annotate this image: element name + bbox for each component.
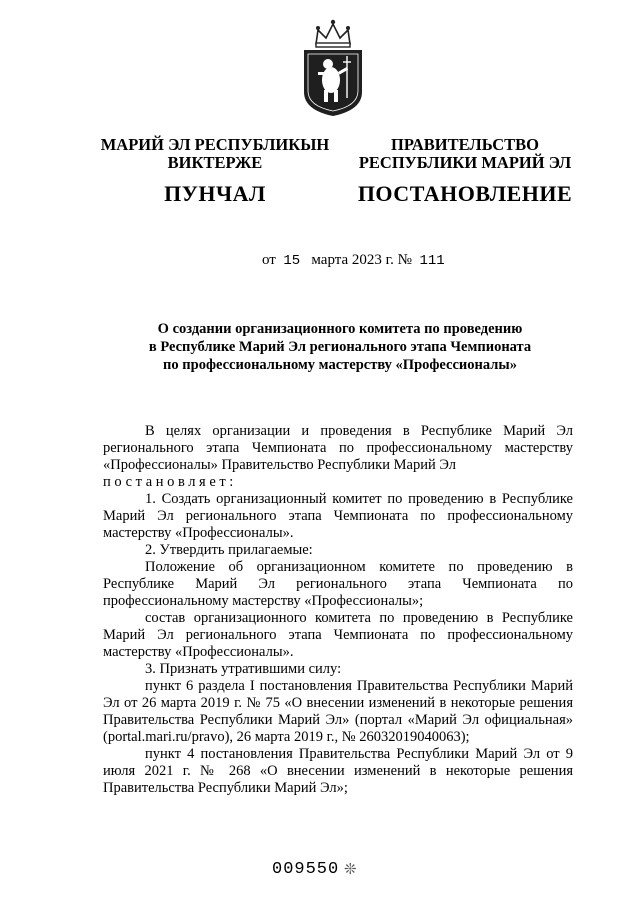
title-line: по профессиональному мастерству «Профессионалы»: [163, 357, 517, 373]
date-day: 15: [283, 253, 301, 269]
title-line: О создании организационного комитета по проведению: [157, 321, 523, 337]
item-1: 1. Создать организационный комитет по проведению в Республике Марий Эл регионального этапа Чемпионата по профессиональному мастерству «Профессионалы».: [103, 491, 573, 541]
document-date-line: [262, 252, 445, 269]
item-2-composition: состав организационного комитета по проведению в Республике Марий Эл регионального этапа Чемпионата по профессиональному мастерству «Профессионалы».: [103, 610, 573, 660]
item-2: 2. Утвердить прилагаемые:: [145, 542, 313, 558]
resolution-word: постановляет:: [103, 474, 237, 490]
document-title: [70, 320, 610, 374]
serial-number: 009550: [272, 860, 340, 879]
republic-coat-of-arms-icon: [298, 10, 368, 118]
header-right-line2: РЕСПУБЛИКИ МАРИЙ ЭЛ: [358, 153, 572, 172]
document-number: 111: [419, 253, 445, 269]
date-prefix: от: [262, 252, 276, 268]
header-left-doc-type: ПУНЧАЛ: [164, 181, 266, 206]
date-month-year: марта 2023 г. №: [311, 252, 412, 268]
preamble-paragraph: В целях организации и проведения в Республике Марий Эл регионального этапа Чемпионата по профессиональному мастерству «Профессионалы» Правительство Республики Марий Эл: [103, 423, 573, 473]
item-3: 3. Признать утратившими силу:: [145, 661, 342, 677]
crown-icon: [316, 20, 350, 47]
title-line: в Республике Марий Эл регионального этапа Чемпионата: [148, 339, 532, 355]
header-marij: [80, 136, 350, 206]
header-left-line2: ВИКТЕРЖЕ: [167, 153, 263, 172]
ornament-mark-icon: ❊: [344, 862, 357, 878]
item-2-regulation: Положение об организационном комитете по проведению в Республике Марий Эл регионального этапа Чемпионата по профессиональному мастерству «Профессионалы»;: [103, 559, 573, 609]
header-left-line1: МАРИЙ ЭЛ РЕСПУБЛИКЫН: [100, 135, 330, 154]
item-3-point-a: пункт 6 раздела I постановления Правительства Республики Марий Эл от 26 марта 2019 г. № 75 «О внесении изменений в некоторые решения Правительства Республики Марий Эл» (портал «Марий Эл официальная» (portal.mari.ru/pravo), 26 марта 2019 г., № 26032019040063);: [103, 678, 573, 745]
header-right-line1: ПРАВИТЕЛЬСТВО: [391, 135, 539, 154]
header-russian: [340, 136, 590, 206]
header-right-doc-type: ПОСТАНОВЛЕНИЕ: [357, 181, 573, 206]
document-body: [103, 423, 573, 797]
item-3-point-b: пункт 4 постановления Правительства Республики Марий Эл от 9 июля 2021 г. № 268 «О внесении изменений в некоторые решения Правительства Республики Марий Эл»;: [103, 746, 573, 796]
